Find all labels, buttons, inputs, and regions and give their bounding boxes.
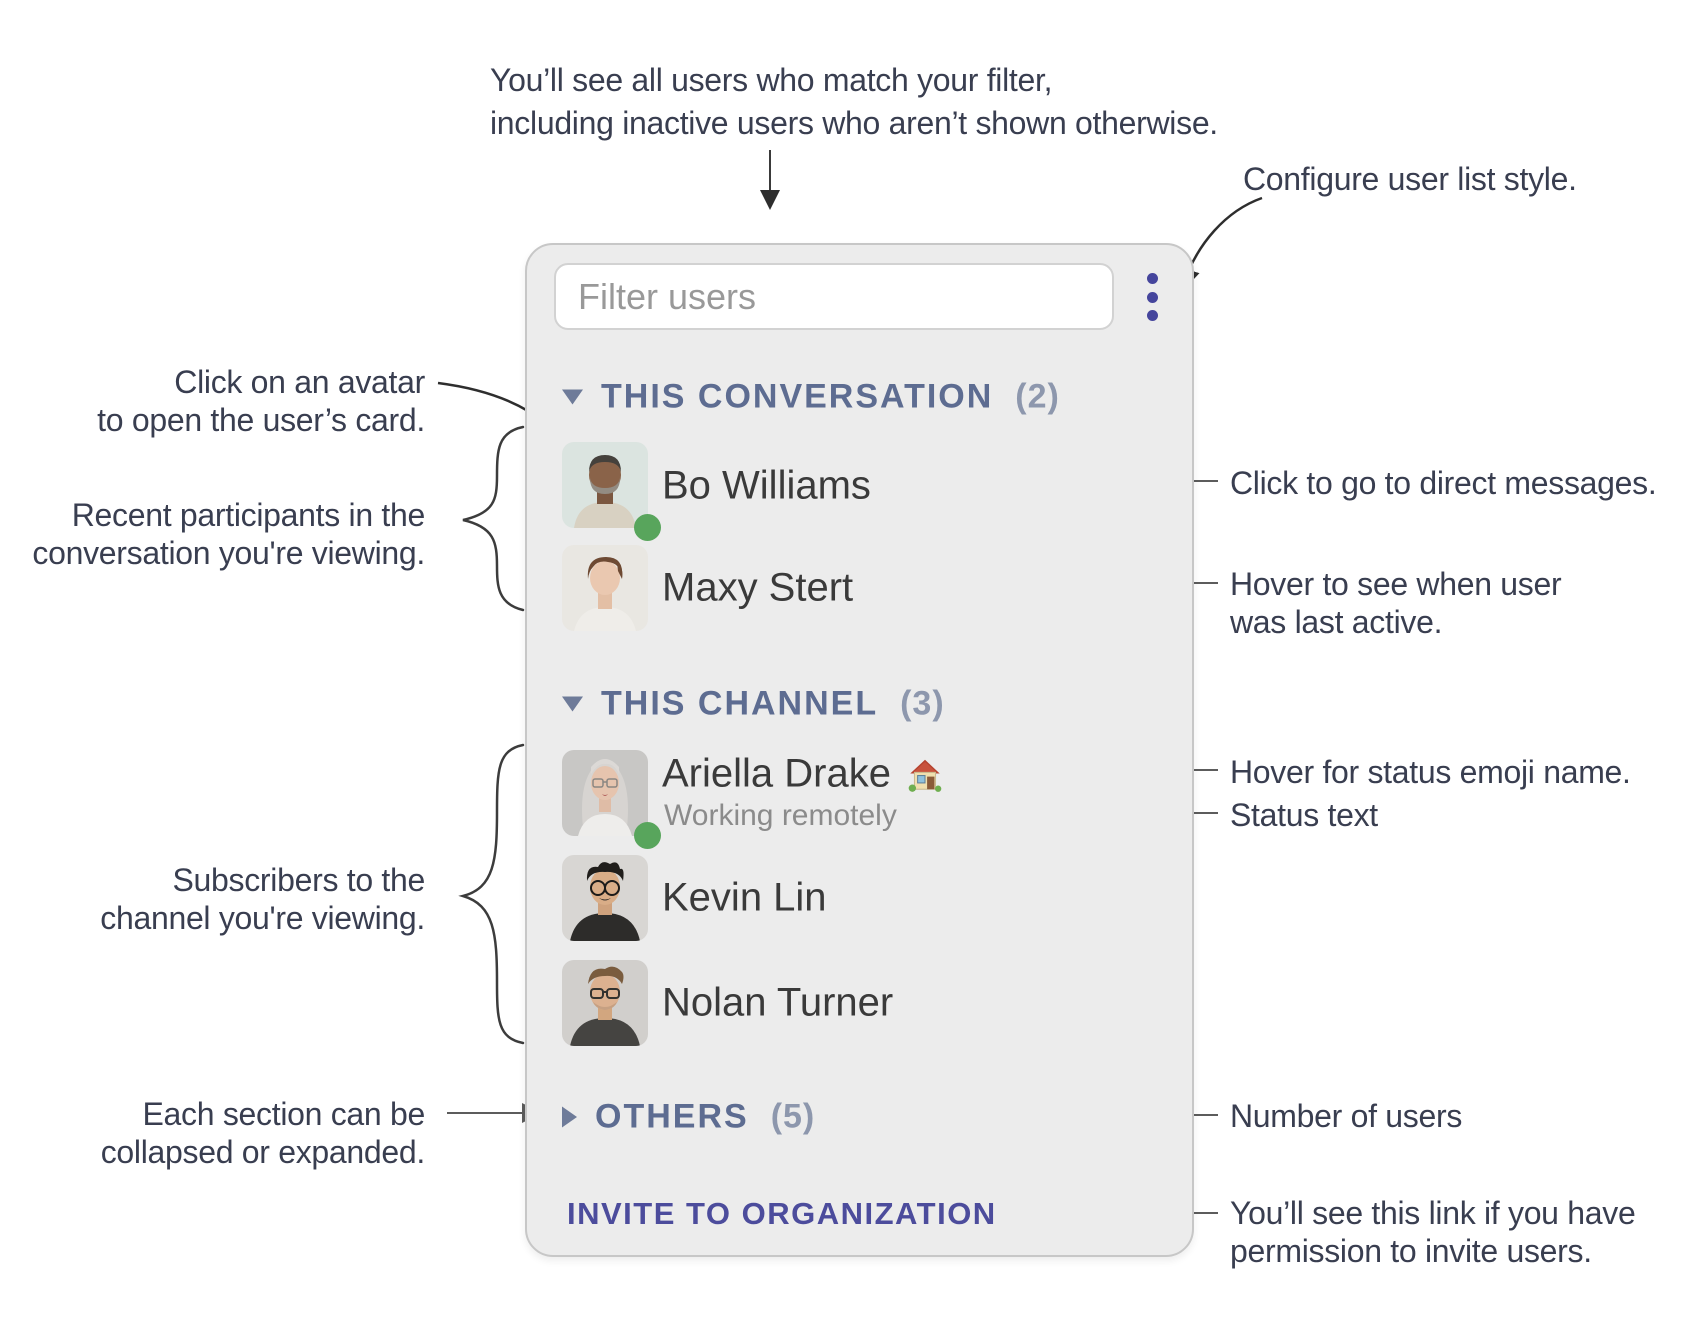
note-avatar-card-line2: to open the user’s card. <box>97 402 425 438</box>
brace-subscribers <box>463 745 523 1043</box>
user-name-kevin-lin[interactable] <box>662 876 827 921</box>
note-subscribers-line2: channel you're viewing. <box>100 900 425 936</box>
house-status-emoji <box>905 756 945 792</box>
kebab-menu-icon[interactable] <box>1142 273 1162 321</box>
section-label: OTHERS <box>595 1097 749 1136</box>
invite-to-organization-link[interactable]: INVITE TO ORGANIZATION <box>567 1196 997 1231</box>
section-count: (3) <box>900 684 945 723</box>
note-configure: Configure user list style. <box>1243 161 1577 197</box>
note-collapse-line1: Each section can be <box>142 1096 425 1132</box>
note-num-users: Number of users <box>1230 1098 1463 1134</box>
note-invite-line2: permission to invite users. <box>1230 1233 1592 1269</box>
expand-triangle-icon <box>562 1107 577 1128</box>
avatar-photo <box>562 960 648 1046</box>
note-last-active <box>1230 565 1561 641</box>
note-subscribers-line1: Subscribers to the <box>172 862 425 898</box>
section-label: THIS CHANNEL <box>601 684 879 723</box>
avatar-ariella-drake[interactable] <box>562 750 648 836</box>
user-name-label: Kevin Lin <box>662 875 827 920</box>
note-recent-line2: conversation you're viewing. <box>32 535 425 571</box>
user-status-text: Working remotely <box>664 799 897 832</box>
note-collapse <box>101 1095 425 1171</box>
avatar-nolan-turner[interactable] <box>562 960 648 1046</box>
note-status-text: Status text <box>1230 797 1378 833</box>
collapse-triangle-icon <box>562 390 583 405</box>
section-count: (2) <box>1015 377 1060 416</box>
note-top-line1: You’ll see all users who match your filter, <box>490 62 1053 98</box>
avatar-maxy-stert[interactable] <box>562 545 648 631</box>
brace-recent-participants <box>463 427 523 610</box>
avatar-bo-williams[interactable] <box>562 442 648 528</box>
user-name-label: Ariella Drake <box>662 751 891 796</box>
presence-dot-online <box>634 822 661 849</box>
section-header-others[interactable] <box>562 1098 815 1137</box>
presence-dot-online <box>634 514 661 541</box>
section-header-this-channel[interactable] <box>562 685 945 724</box>
avatar-photo <box>562 750 648 836</box>
note-subscribers <box>100 861 425 937</box>
avatar-photo <box>562 442 648 528</box>
section-count: (5) <box>770 1097 816 1136</box>
note-last-active-line1: Hover to see when user <box>1230 566 1562 602</box>
user-name-bo-williams[interactable] <box>662 464 871 509</box>
kebab-dot <box>1147 273 1158 284</box>
user-name-ariella-drake[interactable] <box>662 752 945 797</box>
filter-users-input[interactable] <box>554 263 1114 330</box>
user-name-label: Maxy Stert <box>662 565 854 610</box>
note-recent-line1: Recent participants in the <box>71 497 425 533</box>
note-avatar-card <box>97 363 425 439</box>
note-top-line2: including inactive users who aren’t shown otherwise. <box>490 105 1218 141</box>
note-collapse-line2: collapsed or expanded. <box>100 1134 425 1170</box>
user-name-label: Nolan Turner <box>662 980 894 1025</box>
user-name-label: Bo Williams <box>662 463 871 508</box>
note-invite <box>1230 1194 1635 1270</box>
note-avatar-card-line1: Click on an avatar <box>174 364 425 400</box>
note-dm: Click to go to direct messages. <box>1230 465 1657 501</box>
note-recent-participants <box>32 496 425 572</box>
note-invite-line1: You’ll see this link if you have <box>1230 1195 1636 1231</box>
avatar-photo <box>562 855 648 941</box>
collapse-triangle-icon <box>562 697 583 712</box>
section-label: THIS CONVERSATION <box>601 377 994 416</box>
user-name-maxy-stert[interactable] <box>662 566 853 611</box>
note-last-active-line2: was last active. <box>1230 604 1443 640</box>
kebab-dot <box>1147 292 1158 303</box>
kebab-dot <box>1147 310 1158 321</box>
user-name-nolan-turner[interactable] <box>662 981 893 1026</box>
section-header-this-conversation[interactable] <box>562 378 1060 417</box>
user-list-panel <box>525 243 1194 1257</box>
avatar-photo <box>562 545 648 631</box>
avatar-kevin-lin[interactable] <box>562 855 648 941</box>
note-emoji-name: Hover for status emoji name. <box>1230 754 1631 790</box>
